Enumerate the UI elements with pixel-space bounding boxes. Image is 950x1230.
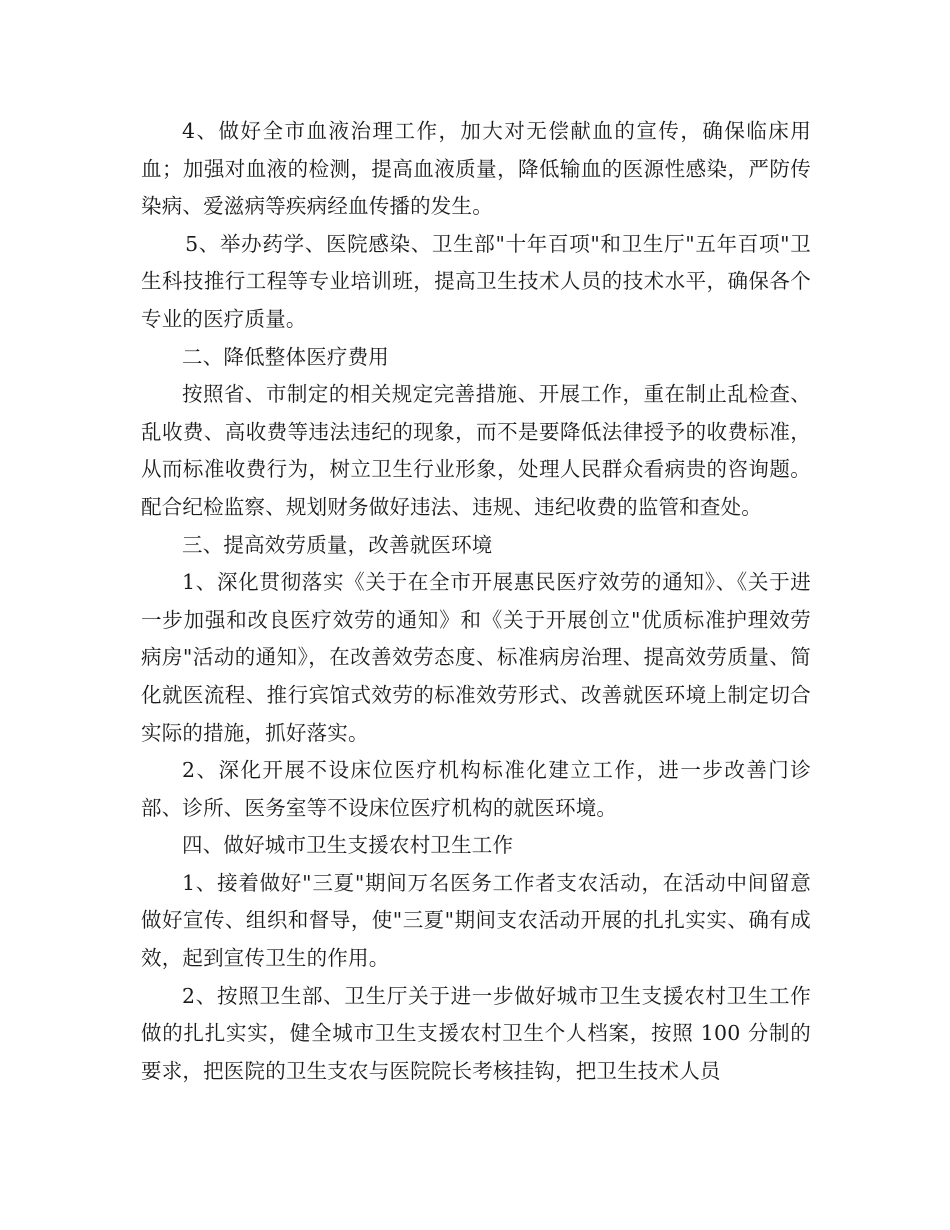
paragraph-rural-archives: 2、按照卫生部、卫生厅关于进一步做好城市卫生支援农村卫生工作做的扎扎实实，健全城市卫生支援农村卫生个人档案，按照 100 分制的要求，把医院的卫生支农与医院院长考核挂钩，把卫生技术人员 — [141, 983, 811, 1083]
section-heading-service-quality: 三、提高效劳质量，改善就医环境 — [182, 532, 493, 557]
paragraph-blood-management: 4、做好全市血液治理工作，加大对无偿献血的宣传，确保临床用血；加强对血液的检测，提高血液质量，降低输血的医源性感染，严防传染病、爱滋病等疾病经血传播的发生。 — [141, 119, 811, 219]
section-heading-rural-support: 四、做好城市卫生支援农村卫生工作 — [182, 833, 514, 858]
document-body — [141, 113, 811, 1090]
paragraph-service-notices: 1、深化贯彻落实《关于在全市开展惠民医疗效劳的通知》、《关于进一步加强和改良医疗效劳的通知》和《关于开展创立"优质标准护理效劳病房"活动的通知》，在改善效劳态度、标准病房治理、提高效劳质量、简化就医流程、推行宾馆式效劳的标准效劳形式、改善就医环境上制定切合实际的措施，抓好落实。 — [141, 570, 811, 745]
paragraph-summer-support: 1、接着做好"三夏"期间万名医务工作者支农活动，在活动中间留意做好宣传、组织和督导，使"三夏"期间支农活动开展的扎扎实实、确有成效，起到宣传卫生的作用。 — [141, 870, 811, 971]
paragraph-clinic-standardization: 2、深化开展不设床位医疗机构标准化建立工作，进一步改善门诊部、诊所、医务室等不设床位医疗机构的就医环境。 — [141, 758, 811, 820]
paragraph-fee-regulation: 按照省、市制定的相关规定完善措施、开展工作，重在制止乱检查、乱收费、高收费等违法违纪的现象，而不是要降低法律授予的收费标准，从而标准收费行为，树立卫生行业形象，处理人民群众看病贵的咨询题。配合纪检监察、规划财务做好违法、违规、违纪收费的监管和查处。 — [141, 382, 811, 519]
section-heading-reduce-costs: 二、降低整体医疗费用 — [182, 344, 389, 369]
paragraph-training-programs: 5、举办药学、医院感染、卫生部"十年百项"和卫生厅"五年百项"卫生科技推行工程等专业培训班，提高卫生技术人员的技术水平，确保各个专业的医疗质量。 — [141, 231, 811, 331]
